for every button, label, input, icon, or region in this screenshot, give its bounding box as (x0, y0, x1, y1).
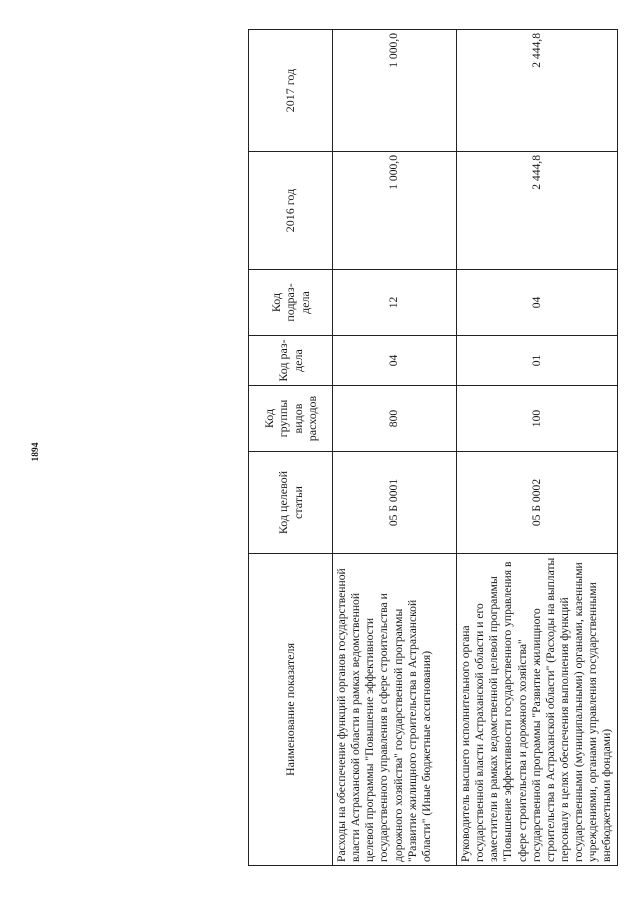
table-header-row (249, 30, 333, 866)
row-target-code: 05 Б 0001 (333, 452, 457, 554)
table-row (333, 30, 457, 866)
row-expense-group: 100 (457, 386, 618, 452)
row-2017-value: 1 000,0 (333, 30, 457, 152)
row-name: Руководитель высшего исполнительного органа государственной власти Астраханской области и его заместители в рамках ведомственной целевой программы "Повышение эффективности государственного управления в сфере строительства и дорожного хозяйства" государственной программы "Развитие жилищного строительства в Астраханской области" (Расходы на выплаты персоналу в целях обеспечения выполнения функций государственными (муниципальными) органами, казенными учреждениями, органами управления государственными внебюджетными фондами) (457, 554, 618, 866)
header-expense-group: Код группы видов расходов (249, 386, 333, 452)
header-name: Наименование показателя (249, 554, 333, 866)
budget-table (248, 29, 618, 866)
page-number: 1894 (31, 442, 41, 462)
header-section: Код раз-дела (249, 336, 333, 386)
row-section: 01 (457, 336, 618, 386)
row-2016-value: 1 000,0 (333, 152, 457, 270)
table-row (457, 30, 618, 866)
row-section: 04 (333, 336, 457, 386)
header-2016: 2016 год (249, 152, 333, 270)
header-target-code: Код целевой статьи (249, 452, 333, 554)
row-expense-group: 800 (333, 386, 457, 452)
row-target-code: 05 Б 0002 (457, 452, 618, 554)
row-2017-value: 2 444,8 (457, 30, 618, 152)
header-2017: 2017 год (249, 30, 333, 152)
budget-table-container (248, 30, 614, 866)
row-subsection: 04 (457, 270, 618, 336)
header-subsection: Код подраз-дела (249, 270, 333, 336)
row-subsection: 12 (333, 270, 457, 336)
row-2016-value: 2 444,8 (457, 152, 618, 270)
row-name: Расходы на обеспечение функций органов государственной власти Астраханской области в рамках ведомственной целевой программы "Повышение эффективности государственного управления в сфере строительства и дорожного хозяйства" государственной программы "Развитие жилищного строительства в Астраханской области" (Иные бюджетные ассигнования) (333, 554, 457, 866)
